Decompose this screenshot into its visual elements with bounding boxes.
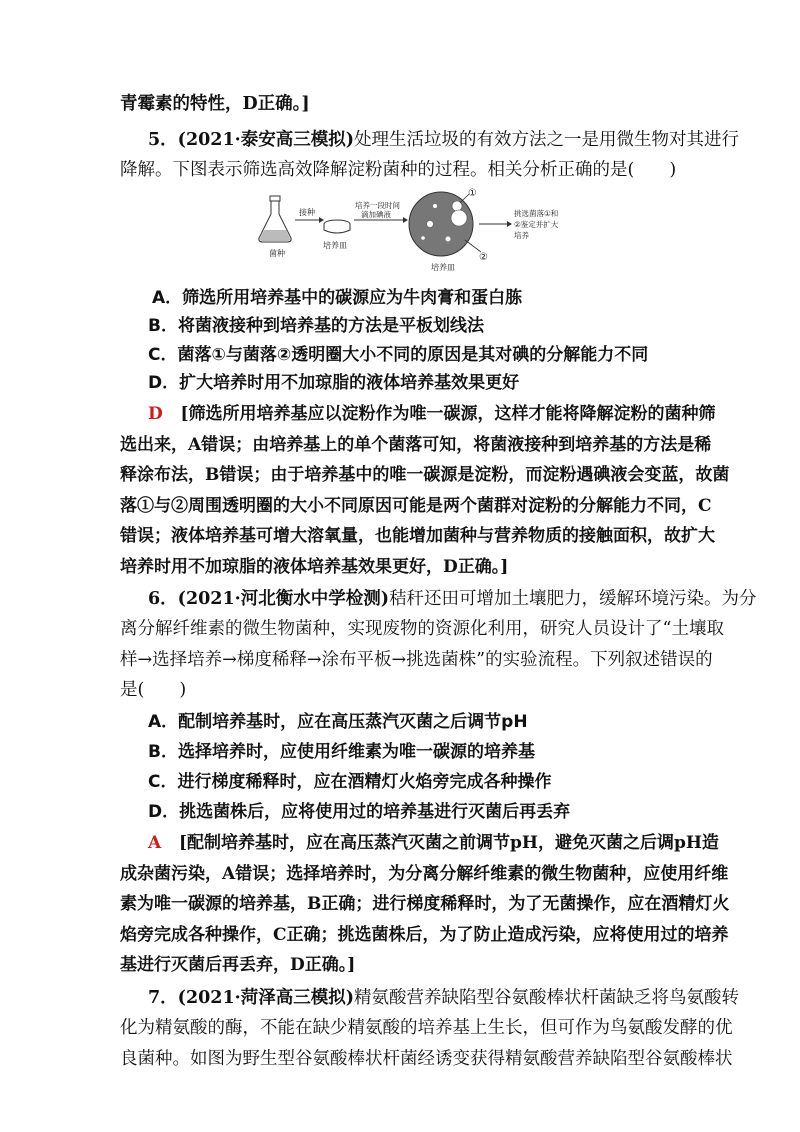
flask-label: 菌种 [269, 249, 285, 258]
text-line: 成杂菌污染，A错误；选择培养时，为分离分解纤维素的微生物菌种，应使用纤维 [120, 864, 729, 884]
text-span: [配制培养基时，应在高压蒸汽灭菌之前调节pH，避免灭菌之后调pH造 [178, 833, 719, 853]
dish-1-label: 培养皿 [323, 241, 347, 250]
question-7-source: 7．(2021·菏泽高三模拟) [148, 988, 355, 1008]
colony-1-label: ① [468, 188, 477, 199]
result-line-1: 挑选菌落①和 [514, 209, 559, 218]
text-line: 培养时用不加琼脂的液体培养基效果更好，D正确。] [120, 557, 509, 577]
screening-process-diagram [255, 186, 605, 272]
leader-line-2 [465, 240, 481, 252]
text-line: 错误；液体培养基可增大溶氧量，也能增加菌种与营养物质的接触面积，故扩大 [120, 526, 715, 546]
option-b: B．将菌液接种到培养基的方法是平板划线法 [148, 316, 484, 336]
question-6-source: 6．(2021·河北衡水中学检测) [148, 589, 390, 609]
text-span: 精氨酸营养缺陷型谷氨酸棒状杆菌缺乏将鸟氨酸转 [354, 988, 740, 1008]
text-line: 是( ) [120, 680, 187, 700]
text-line: 良菌种。如图为野生型谷氨酸棒状杆菌经诱变获得精氨酸营养缺陷型谷氨酸棒状 [120, 1049, 733, 1069]
text-line: 降解。下图表示筛选高效降解淀粉菌种的过程。相关分析正确的是( ) [120, 160, 677, 180]
answer-letter: A [148, 833, 162, 853]
question-7-stem [148, 986, 739, 1010]
option-d: D．扩大培养时用不加琼脂的液体培养基效果更好 [148, 373, 520, 393]
arrow-2-label-top: 培养一段时间 [355, 201, 400, 210]
text-span: [筛选所用培养基应以淀粉作为唯一碳源，这样才能将降解淀粉的菌种筛 [180, 404, 716, 424]
text-line: 落①与②周围透明圈的大小不同原因可能是两个菌群对淀粉的分解能力不同，C [120, 496, 712, 516]
colony-2-label: ② [479, 252, 488, 263]
arrow-1-label: 接种 [299, 208, 315, 217]
question-5-stem [148, 128, 739, 152]
text-line: 释涂布法，B错误；由于培养基中的唯一碳源是淀粉，而淀粉遇碘液会变蓝，故菌 [120, 465, 730, 485]
text-line: 离分解纤维素的微生物菌种，实现废物的资源化利用，研究人员设计了“土壤取 [120, 619, 724, 639]
result-line-3: 培养 [514, 231, 529, 240]
option-c: C．菌落①与菌落②透明圈大小不同的原因是其对碘的分解能力不同 [148, 345, 649, 365]
arrow-1-head [319, 217, 324, 223]
answer-explanation-5 [148, 402, 716, 426]
text-span: 秸秆还田可增加土壤肥力，缓解环境污染。为分 [389, 589, 757, 609]
text-line: 化为精氨酸的酶，不能在缺少精氨酸的培养基上生长，但可作为鸟氨酸发酵的优 [120, 1018, 733, 1038]
petri-dish-colonies-icon [409, 192, 473, 256]
text-span: 处理生活垃圾的有效方法之一是用微生物对其进行 [354, 130, 740, 150]
text-line: 选出来，A错误；由培养基上的单个菌落可知，将菌液接种到培养基的方法是稀 [120, 435, 712, 455]
question-5-source: 5．(2021·泰安高三模拟) [148, 130, 355, 150]
option-a: A．筛选所用培养基中的碳源应为牛肉膏和蛋白胨 [152, 288, 523, 308]
text-line: 基进行灭菌后再丢弃，D正确。] [120, 955, 356, 975]
arrow-3-head [507, 221, 512, 227]
text-line: 青霉素的特性，D正确。] [120, 94, 310, 114]
petri-dish-icon [324, 220, 350, 233]
text-line: 焰旁完成各种操作，C正确；挑选菌株后，为了防止造成污染，应将使用过的培养 [120, 925, 729, 945]
option-c: C．进行梯度稀释时，应在酒精灯火焰旁完成各种操作 [148, 772, 552, 792]
answer-explanation-6 [148, 831, 719, 855]
text-line: 样→选择培养→梯度稀释→涂布平板→挑选菌株”的实验流程。下列叙述错误的 [120, 650, 713, 670]
option-d: D．挑选菌株后，应将使用过的培养基进行灭菌后再丢弃 [148, 802, 571, 822]
option-b: B．选择培养时，应使用纤维素为唯一碳源的培养基 [148, 742, 535, 762]
arrow-2-head [403, 217, 408, 223]
option-a: A．配制培养基时，应在高压蒸汽灭菌之后调节pH [148, 712, 528, 732]
text-line: 素为唯一碳源的培养基，B正确；进行梯度稀释时，为了无菌操作，应在酒精灯火 [120, 894, 730, 914]
arrow-2-label-bottom: 滴加碘液 [361, 210, 391, 219]
dish-2-label: 培养皿 [431, 263, 455, 272]
result-line-2: ②鉴定并扩大 [514, 220, 559, 229]
question-6-stem [148, 587, 757, 611]
flask-icon [259, 196, 291, 242]
answer-letter: D [148, 404, 163, 424]
